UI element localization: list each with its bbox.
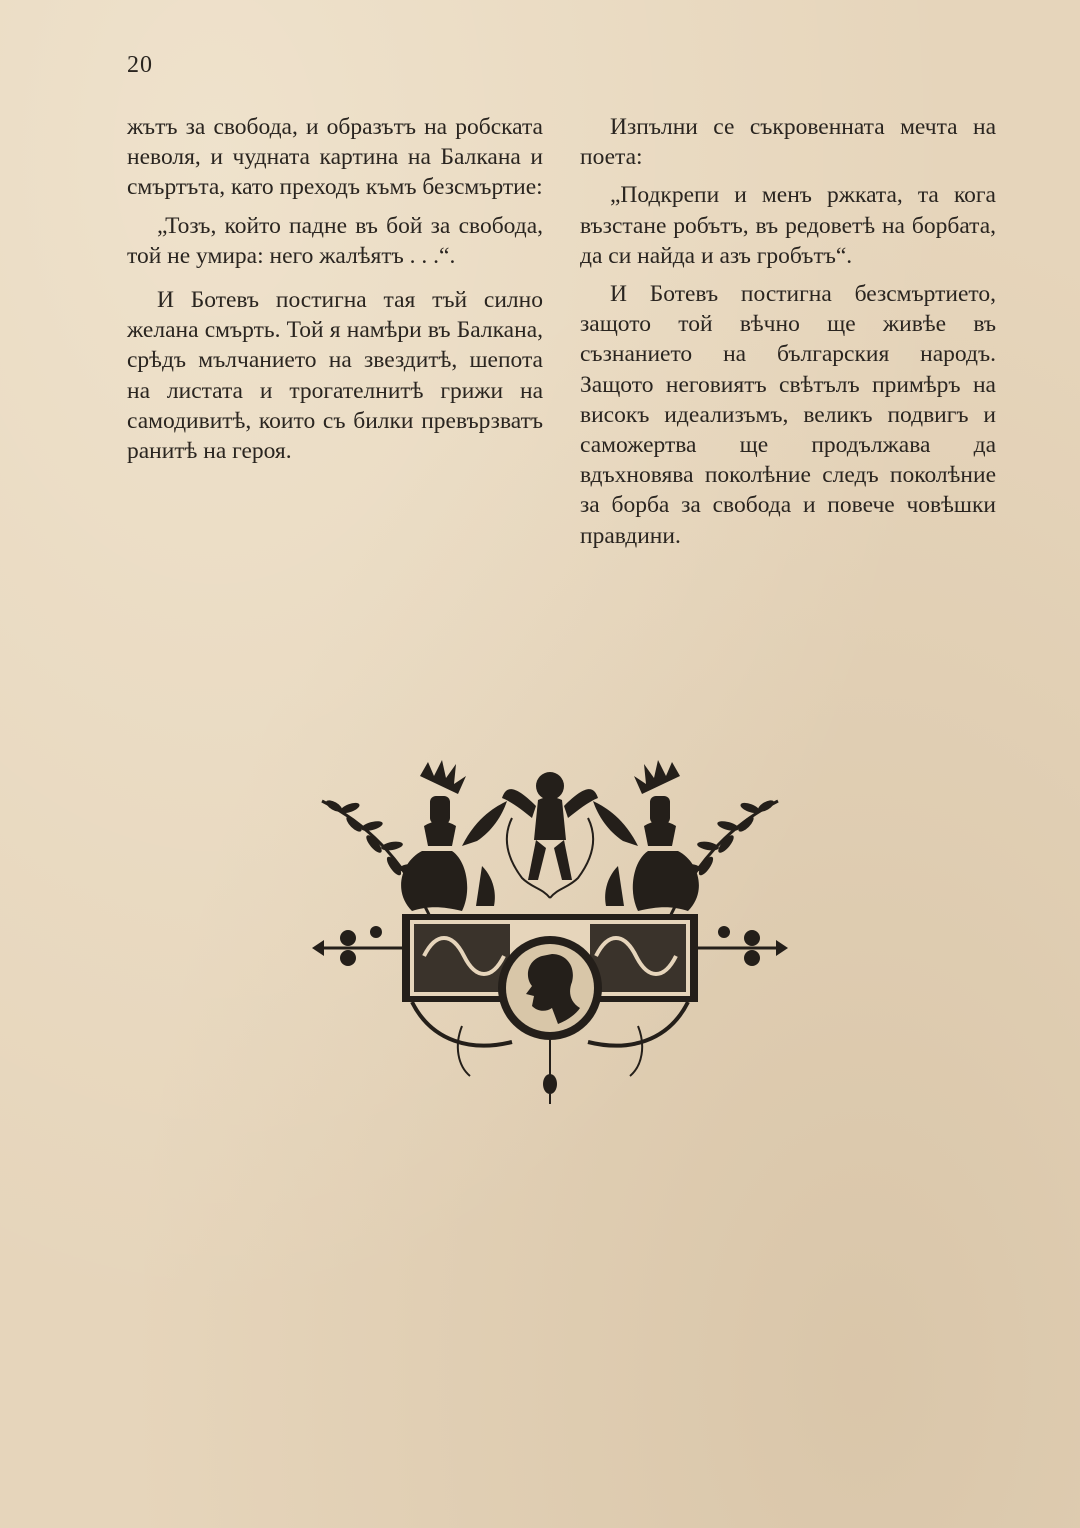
left-paragraph-2: „Тозъ, който падне въ бой за свобода, той не умира: него жалѣятъ . . .“.: [127, 212, 543, 269]
decorative-vignette-icon: [312, 756, 788, 1106]
right-paragraph-2: „Подкрепи и менъ ржката, та кога възстане робътъ, въ редоветѣ на борбата, да си найда и азъ гробътъ“.: [580, 182, 996, 269]
left-paragraph-3: И Ботевъ постигна тая тъй силно желана смърть. Той я намѣри въ Балкана, срѣдъ мълчанието на звездитѣ, шепота на листата и трогателнитѣ грижи на самодивитѣ, които съ билки превързватъ ранитѣ на героя.: [127, 287, 543, 465]
page-number: 20: [127, 52, 153, 78]
right-text-column: [580, 112, 996, 559]
left-text-column: [127, 112, 543, 474]
right-paragraph-1: Изпълни се съкровенната мечта на поета:: [580, 114, 996, 171]
right-paragraph-3: И Ботевъ постигна безсмъртието, защото той вѣчно ще живѣе въ съзнанието на българския народъ. Защото неговиятъ свѣтълъ примѣръ на високъ идеализъмъ, великъ подвигъ и саможертва ще продължава да вдъхновява поколѣние следъ поколѣние за борба за свобода и повече човѣшки правдини.: [580, 281, 996, 549]
left-paragraph-1: жътъ за свобода, и образътъ на робската неволя, и чудната картина на Балкана и смъртъта, като преходъ къмъ безсмъртие:: [127, 114, 543, 201]
